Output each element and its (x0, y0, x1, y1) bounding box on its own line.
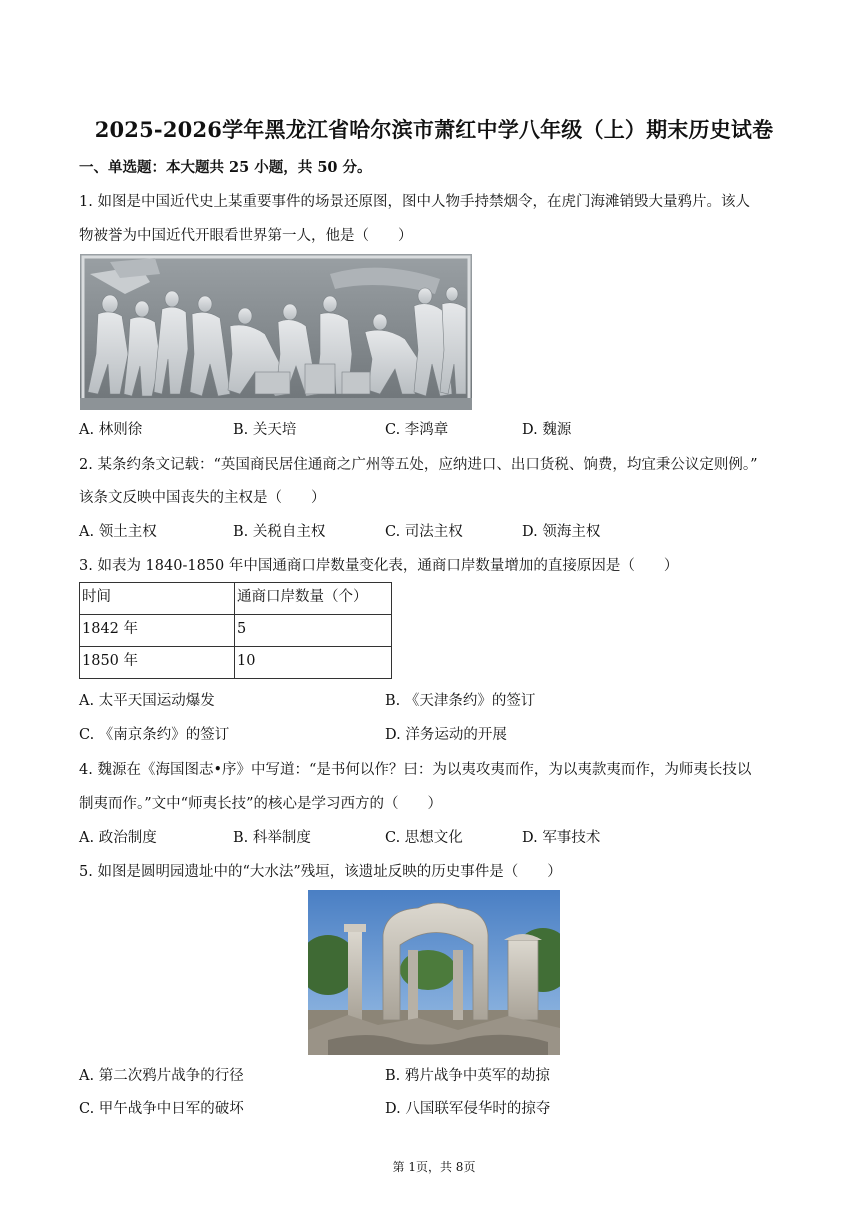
q1-option-a[interactable]: A. 林则徐 (79, 422, 143, 438)
q4-option-d[interactable]: D. 军事技术 (522, 830, 601, 846)
q2-option-d[interactable]: D. 领海主权 (522, 524, 601, 540)
q2-option-c[interactable]: C. 司法主权 (385, 524, 463, 540)
section-heading: 一、单选题：本大题共 25 小题，共 50 分。 (79, 159, 372, 176)
table-row (80, 615, 392, 647)
question-2-line-1: 2. 某条约条文记载：“英国商民居住通商之广州等五处，应纳进口、出口货税、饷费，均宜秉公议定则例。” (79, 457, 758, 473)
q3-option-b[interactable]: B. 《天津条约》的签订 (385, 693, 536, 709)
q2-option-b[interactable]: B. 关税自主权 (233, 524, 326, 540)
yuanmingyuan-ruins-image (308, 890, 560, 1055)
q4-option-a[interactable]: A. 政治制度 (79, 830, 157, 846)
table-cell: 5 (235, 615, 392, 647)
question-3-line-1: 3. 如表为 1840-1850 年中国通商口岸数量变化表，通商口岸数量增加的直接原因是（ ） (79, 558, 679, 574)
table-header-row (80, 583, 392, 615)
table-header-cell: 通商口岸数量（个） (235, 583, 392, 615)
table-header-cell: 时间 (80, 583, 235, 615)
q1-option-b[interactable]: B. 关天培 (233, 422, 297, 438)
q5-option-d[interactable]: D. 八国联军侵华时的掠夺 (385, 1101, 551, 1117)
question-2-line-2: 该条文反映中国丧失的主权是（ ） (79, 490, 326, 506)
question-1-line-2: 物被誉为中国近代开眼看世界第一人，他是（ ） (79, 228, 413, 244)
question-5-line-1: 5. 如图是圆明园遗址中的“大水法”残垣，该遗址反映的历史事件是（ ） (79, 864, 562, 880)
table-row (80, 647, 392, 679)
table-cell: 10 (235, 647, 392, 679)
table-cell: 1850 年 (80, 647, 235, 679)
q3-option-a[interactable]: A. 太平天国运动爆发 (79, 693, 215, 709)
q5-option-a[interactable]: A. 第二次鸦片战争的行径 (79, 1068, 244, 1084)
q4-option-c[interactable]: C. 思想文化 (385, 830, 463, 846)
q3-option-c[interactable]: C. 《南京条约》的签订 (79, 727, 230, 743)
q3-option-d[interactable]: D. 洋务运动的开展 (385, 727, 507, 743)
page-title: 2025-2026学年黑龙江省哈尔滨市萧红中学八年级（上）期末历史试卷 (94, 117, 774, 142)
q5-option-c[interactable]: C. 甲午战争中日军的破坏 (79, 1101, 244, 1117)
table-cell: 1842 年 (80, 615, 235, 647)
question-1-line-1: 1. 如图是中国近代史上某重要事件的场景还原图，图中人物手持禁烟令，在虎门海滩销毁大量鸦片。该人 (79, 194, 750, 210)
q4-option-b[interactable]: B. 科举制度 (233, 830, 311, 846)
q1-option-d[interactable]: D. 魏源 (522, 422, 572, 438)
q1-option-c[interactable]: C. 李鸿章 (385, 422, 449, 438)
q2-option-a[interactable]: A. 领土主权 (79, 524, 157, 540)
port-count-table (79, 582, 392, 679)
relief-sculpture-image (80, 254, 472, 410)
question-4-line-2: 制夷而作。”文中“师夷长技”的核心是学习西方的（ ） (79, 796, 442, 812)
q5-option-b[interactable]: B. 鸦片战争中英军的劫掠 (385, 1068, 550, 1084)
question-4-line-1: 4. 魏源在《海国图志•序》中写道：“是书何以作？曰：为以夷攻夷而作，为以夷款夷而作，为师夷长技以 (79, 762, 752, 778)
page-footer: 第 1页，共 8页 (392, 1160, 476, 1174)
